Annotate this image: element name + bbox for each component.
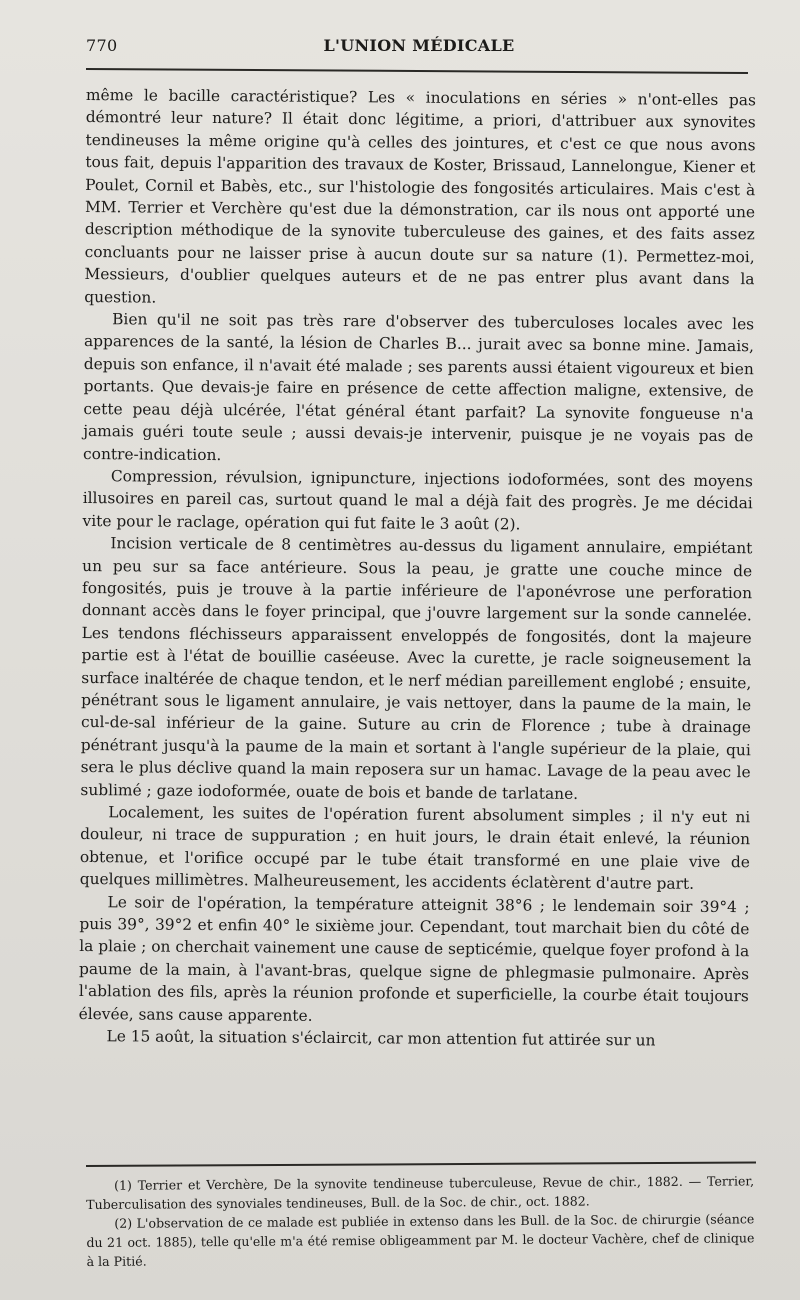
- paragraph-4: Incision verticale de 8 centimètres au-dessus du ligament annulaire, empiétant un peu sur sa face antérieure. Sous la peau, je gratte une couche mince de fongosités, puis je trouve à la partie inférieure de l'aponévrose une perforation donnant accès dans le foyer principal, que j'ouvre largement sur la sonde cannelée. Les tendons fléchisseurs apparaissent enveloppés de fongosités, dont la majeure partie est à l'état de bouillie caséeuse. Avec la curette, je racle soigneusement la surface inaltérée de chaque tendon, et le nerf médian pareillement englobé ; ensuite, pénétrant sous le ligament annulaire, je vais nettoyer, dans la paume de la main, le cul-de-sal inférieur de la gaine. Suture au crin de Florence ; tube à drainage pénétrant jusqu'à la paume de la main et sortant à l'angle supérieur de la plaie, qui sera le plus déclive quand la main reposera sur un hamac. Lavage de la peau avec le sublimé ; gaze iodoformée, ouate de bois et bande de tarlatane.: [80, 534, 753, 803]
- footnote-1: (1) Terrier et Verchère, De la synovite tendineuse tuberculeuse, Revue de chir., 1882. — Terrier, Tuberculisation des synoviales tendineuses, Bull. de la Soc. de chir., oct. 1882.: [86, 1173, 755, 1212]
- paragraph-3: Compression, révulsion, ignipuncture, injections iodoformées, sont des moyens illusoires en pareil cas, surtout quand le mal a déjà fait des progrès. Je me décidai vite pour le raclage, opération qui fut faite le 3 août (2).: [82, 467, 753, 534]
- footnotes: [86, 1171, 755, 1271]
- paragraph-1: même le bacille caractéristique? Les « inoculations en séries » n'ont-elles pas démontré leur nature? Il était donc légitime, a priori, d'attribuer aux synovites tendineuses la même origine qu'à celles des jointures, et c'est ce que nous avons tous fait, depuis l'apparition des travaux de Koster, Brissaud, Lannelongue, Kiener et Poulet, Cornil et Babès, etc., sur l'histologie des fongosités articulaires. Mais c'est à MM. Terrier et Verchère qu'est due la démonstration, car ils nous ont apporté une description méthodique de la synovite tuberculeuse des gaines, et des faits assez concluants pour ne laisser prise à aucun doute sur sa nature (1). Permettez-moi, Messieurs, d'oublier quelques auteurs et de ne pas entrer plus avant dans la question.: [84, 85, 756, 307]
- paragraph-2: Bien qu'il ne soit pas très rare d'observer des tuberculoses locales avec les apparences de la santé, la lésion de Charles B... jurait avec sa bonne mine. Jamais, depuis son enfance, il n'avait été malade ; ses parents aussi étaient vigoureux et bien portants. Que devais-je faire en présence de cette affection maligne, extensive, de cette peau déjà ulcérée, l'état général étant parfait? La synovite fongueuse n'a jamais guéri toute seule ; aussi devais-je intervenir, puisque je ne voyais pas de contre-indication.: [83, 310, 755, 464]
- paragraph-7: Le 15 août, la situation s'éclaircit, car mon attention fut attirée sur un: [106, 1027, 656, 1050]
- running-title: L'UNION MÉDICALE: [323, 36, 515, 55]
- body-text: [78, 84, 756, 1053]
- footnote-2: (2) L'observation de ce malade est publiée in extenso dans les Bull. de la Soc. de chirurgie (séance du 21 oct. 1885), telle qu'elle m'a été remise obligeamment par M. le docteur Vachère, chef de clinique à la Pitié.: [86, 1211, 755, 1269]
- paragraph-6: Le soir de l'opération, la température atteignit 38°6 ; le lendemain soir 39°4 ; puis 39°, 39°2 et enfin 40° le sixième jour. Cependant, tout marchait bien du côté de la plaie ; on cherchait vainement une cause de septicémie, quelque foyer profond à la paume de la main, à l'avant-bras, quelque signe de phlegmasie pulmonaire. Après l'ablation des fils, après la réunion profonde et superficielle, la courbe était toujours élevée, sans cause apparente.: [78, 892, 750, 1025]
- page-number: 770: [86, 36, 118, 55]
- page-header: [86, 36, 752, 60]
- paragraph-5: Localement, les suites de l'opération furent absolument simples ; il n'y eut ni douleur, ni trace de suppuration ; en huit jours, le drain était enlevé, la réunion obtenue, et l'orifice occupé par le tube était transformé en une plaie vive de quelques millimètres. Malheureusement, les accidents éclatèrent d'autre part.: [79, 803, 751, 894]
- header-rule: [86, 68, 748, 74]
- footnote-rule: [86, 1161, 756, 1166]
